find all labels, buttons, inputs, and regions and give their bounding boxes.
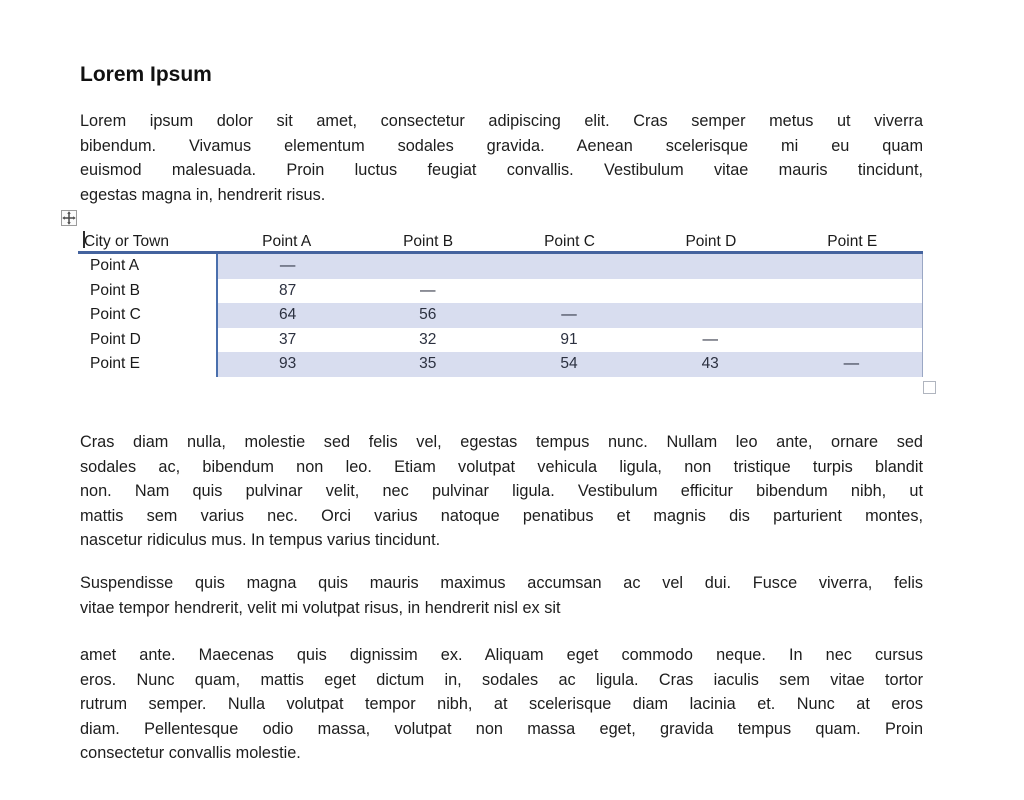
paragraph-1[interactable] <box>80 109 923 207</box>
data-cell[interactable]: 35 <box>357 352 498 377</box>
data-cell[interactable]: 93 <box>216 352 357 377</box>
data-cell[interactable]: 91 <box>560 330 578 348</box>
paragraph-line[interactable]: egestas magna in, hendrerit risus. <box>80 185 326 204</box>
row-label-cell[interactable]: Point D <box>78 328 216 353</box>
column-header[interactable]: Point A <box>262 233 312 250</box>
paragraph-3[interactable] <box>80 571 923 620</box>
row-label-cell[interactable]: Point C <box>78 303 216 328</box>
table-header-row <box>78 230 923 254</box>
data-cell[interactable]: 87 <box>216 279 357 304</box>
data-cell[interactable]: 43 <box>640 352 781 377</box>
column-header[interactable]: City or Town <box>84 233 169 250</box>
move-cross-icon <box>61 210 77 226</box>
paragraph-line[interactable]: nascetur ridiculus mus. In tempus varius tincidunt. <box>80 531 441 550</box>
data-cell[interactable]: 37 <box>216 328 357 353</box>
paragraph-line[interactable]: sodales ac, bibendum non leo. Etiam volutpat vehicula ligula, non tristique turpis blandit <box>80 457 923 476</box>
data-cell[interactable] <box>781 279 922 304</box>
paragraph-line[interactable]: Lorem ipsum dolor sit amet, consectetur adipiscing elit. Cras semper metus ut viverra <box>80 112 923 130</box>
table-move-handle-icon[interactable] <box>61 210 77 226</box>
paragraph-4[interactable] <box>80 643 923 766</box>
column-header[interactable]: Point B <box>403 233 454 250</box>
data-cell[interactable] <box>640 279 781 304</box>
data-cell[interactable]: 64 <box>216 303 357 328</box>
data-cell[interactable]: — <box>781 352 922 377</box>
row-label-cell[interactable]: Point E <box>78 352 216 377</box>
paragraph-line[interactable]: rutrum semper. Nulla volutpat tempor nibh, at scelerisque diam lacinia et. Nunc at eros <box>80 695 923 714</box>
paragraph-line[interactable]: eros. Nunc quam, mattis eget dictum in, sodales ac ligula. Cras iaculis sem vitae tortor <box>80 670 923 689</box>
data-cell[interactable]: — <box>216 254 357 279</box>
paragraph-line[interactable]: diam. Pellentesque odio massa, volutpat non massa eget, gravida tempus quam. Proin <box>80 719 923 738</box>
column-header[interactable]: Point C <box>544 233 595 250</box>
data-cell[interactable] <box>640 254 781 279</box>
distance-matrix-table <box>78 230 923 377</box>
paragraph-line[interactable]: consectetur convallis molestie. <box>80 744 301 763</box>
data-cell[interactable] <box>357 254 498 279</box>
paragraph-2[interactable] <box>80 430 923 553</box>
table-row <box>78 254 922 279</box>
data-cell[interactable] <box>498 279 639 304</box>
row-label-cell[interactable]: Point A <box>78 254 216 279</box>
column-header[interactable]: Point E <box>827 233 878 250</box>
data-cell[interactable]: — <box>702 330 718 348</box>
paragraph-line[interactable]: bibendum. Vivamus elementum sodales gravida. Aenean scelerisque mi eu quam <box>80 136 923 155</box>
data-cell[interactable]: — <box>498 303 639 328</box>
data-cell[interactable] <box>781 328 922 353</box>
paragraph-line[interactable]: euismod malesuada. Proin luctus feugiat convallis. Vestibulum vitae mauris tincidunt, <box>80 161 923 180</box>
paragraph-line[interactable]: non. Nam quis pulvinar velit, nec pulvinar ligula. Vestibulum efficitur bibendum nibh, ut <box>80 482 923 501</box>
data-cell[interactable] <box>781 254 922 279</box>
paragraph-line[interactable]: vitae tempor hendrerit, velit mi volutpat risus, in hendrerit nisl ex sit <box>80 598 561 617</box>
data-cell[interactable] <box>498 254 639 279</box>
column-header[interactable]: Point D <box>685 233 737 250</box>
table-body <box>78 254 923 377</box>
table-resize-handle[interactable] <box>923 381 936 394</box>
data-cell[interactable]: 32 <box>419 330 437 348</box>
table-row <box>78 352 922 377</box>
paragraph-line[interactable]: Cras diam nulla, molestie sed felis vel, egestas tempus nunc. Nullam leo ante, ornare sed <box>80 433 923 451</box>
paragraph-line[interactable]: amet ante. Maecenas quis dignissim ex. Aliquam eget commodo neque. In nec cursus <box>80 646 923 664</box>
data-cell[interactable]: 54 <box>498 352 639 377</box>
row-label-cell[interactable]: Point B <box>78 279 216 304</box>
data-cell[interactable] <box>640 303 781 328</box>
data-cell[interactable]: — <box>420 281 436 299</box>
table-row <box>78 303 922 328</box>
document-heading[interactable]: Lorem Ipsum <box>80 63 212 86</box>
data-cell[interactable] <box>781 303 922 328</box>
paragraph-line[interactable]: Suspendisse quis magna quis mauris maximus accumsan ac vel dui. Fusce viverra, felis <box>80 574 923 592</box>
table-row <box>78 328 922 353</box>
paragraph-line[interactable]: mattis sem varius nec. Orci varius natoque penatibus et magnis dis parturient montes, <box>80 506 923 525</box>
table-row <box>78 279 922 304</box>
data-cell[interactable]: 56 <box>357 303 498 328</box>
